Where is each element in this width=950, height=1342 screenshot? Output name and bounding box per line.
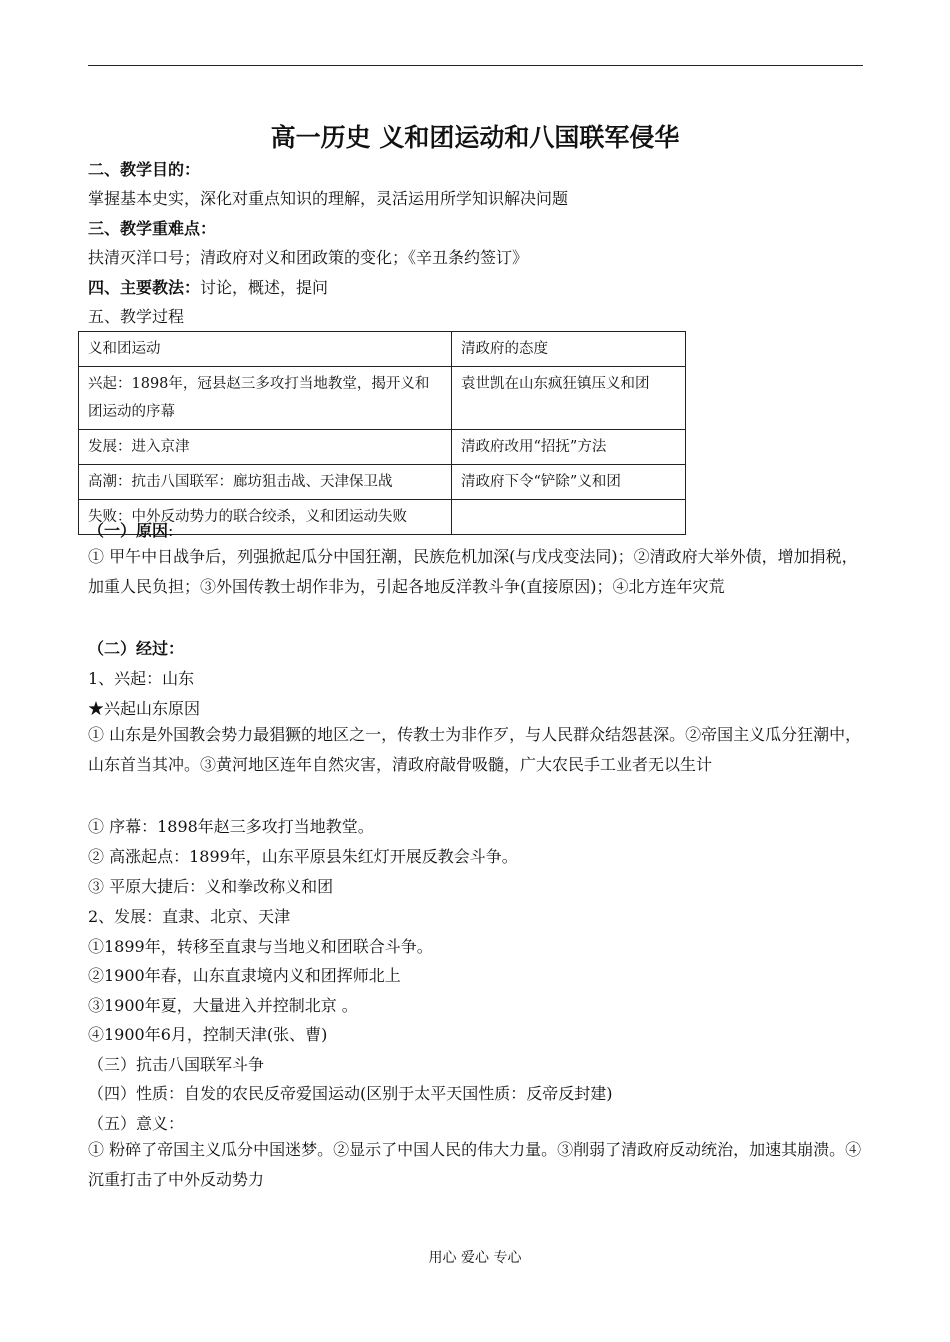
list-item: ① 序幕：1898年赵三多攻打当地教堂。 (88, 817, 374, 836)
table-cell: 袁世凯在山东疯狂镇压义和团 (452, 367, 686, 430)
section-heading-process-detail: （二）经过： (88, 639, 185, 658)
rise-line: 1、兴起：山东 (88, 669, 195, 688)
cause-text: ① 甲午中日战争后，列强掀起瓜分中国狂潮，民族危机加深(与戊戌变法同)；②清政府大举外债，增加捐税，加重人民负担；③外国传教士胡作非为，引起各地反洋教斗争(直接原因)；④北方连年灾荒 (88, 547, 858, 596)
table-cell (452, 500, 686, 535)
list-item: ③ 平原大捷后：义和拳改称义和团 (88, 877, 334, 896)
page-footer: 用心 爱心 专心 (428, 1250, 522, 1266)
rise-reason-text: ① 山东是外国教会势力最猖獗的地区之一，传教士为非作歹，与人民群众结怨甚深。②帝国主义瓜分狂潮中，山东首当其冲。③黄河地区连年自然灾害，清政府敲骨吸髓，广大农民手工业者无以生计 (88, 725, 862, 774)
methods-line (88, 275, 328, 298)
objectives-text: 掌握基本史实，深化对重点知识的理解，灵活运用所学知识解决问题 (88, 189, 569, 208)
table-row (79, 465, 686, 500)
section-heading-process: 五、教学过程 (88, 307, 185, 326)
comparison-table (78, 331, 686, 535)
methods-text: 讨论，概述，提问 (200, 278, 329, 297)
table-row (79, 367, 686, 430)
cause-heading-colon: : (168, 521, 174, 540)
header-rule (88, 65, 863, 66)
develop-line: 2、发展：直隶、北京、天津 (88, 907, 291, 926)
table-cell: 清政府改用“招抚”方法 (452, 430, 686, 465)
table-cell: 兴起：1898年，冠县赵三多攻打当地教堂，揭开义和团运动的序幕 (79, 367, 452, 430)
table-cell: 发展：进入京津 (79, 430, 452, 465)
nature-line: （四）性质：自发的农民反帝爱国运动(区别于太平天国性质：反帝反封建) (88, 1084, 613, 1103)
cause-heading-line (88, 518, 173, 541)
list-item: ②1900年春，山东直隶境内义和团挥师北上 (88, 966, 401, 985)
section-heading-resistance: （三）抗击八国联军斗争 (88, 1055, 265, 1074)
key-points-text: 扶清灭洋口号；清政府对义和团政策的变化；《辛丑条约签订》 (88, 248, 529, 267)
table-cell: 失败：中外反动势力的联合绞杀，义和团运动失败 (79, 500, 452, 535)
table-header-row (79, 332, 686, 367)
document-title: 高一历史 义和团运动和八国联军侵华 (270, 123, 680, 152)
table-cell: 高潮：抗击八国联军：廊坊狙击战、天津保卫战 (79, 465, 452, 500)
significance-text: ① 粉碎了帝国主义瓜分中国迷梦。②显示了中国人民的伟大力量。③削弱了清政府反动统治，加速其崩溃。④沉重打击了中外反动势力 (88, 1140, 862, 1189)
list-item: ③1900年夏，大量进入并控制北京 。 (88, 996, 358, 1015)
list-item: ④1900年6月，控制天津(张、曹) (88, 1025, 328, 1044)
list-item: ② 高涨起点：1899年，山东平原县朱红灯开展反教会斗争。 (88, 847, 518, 866)
table-header-cell: 清政府的态度 (452, 332, 686, 367)
section-heading-objectives: 二、教学目的： (88, 160, 201, 179)
table-row (79, 430, 686, 465)
section-heading-methods: 四、主要教法： (88, 278, 201, 297)
rise-reason-title: ★兴起山东原因 (88, 699, 201, 718)
list-item: ①1899年，转移至直隶与当地义和团联合斗争。 (88, 937, 433, 956)
section-heading-key-points: 三、教学重难点： (88, 219, 217, 238)
section-heading-significance: （五）意义： (88, 1114, 185, 1133)
table-header-cell: 义和团运动 (79, 332, 452, 367)
section-heading-cause: （一）原因 (88, 521, 169, 540)
table-cell: 清政府下令“铲除”义和团 (452, 465, 686, 500)
